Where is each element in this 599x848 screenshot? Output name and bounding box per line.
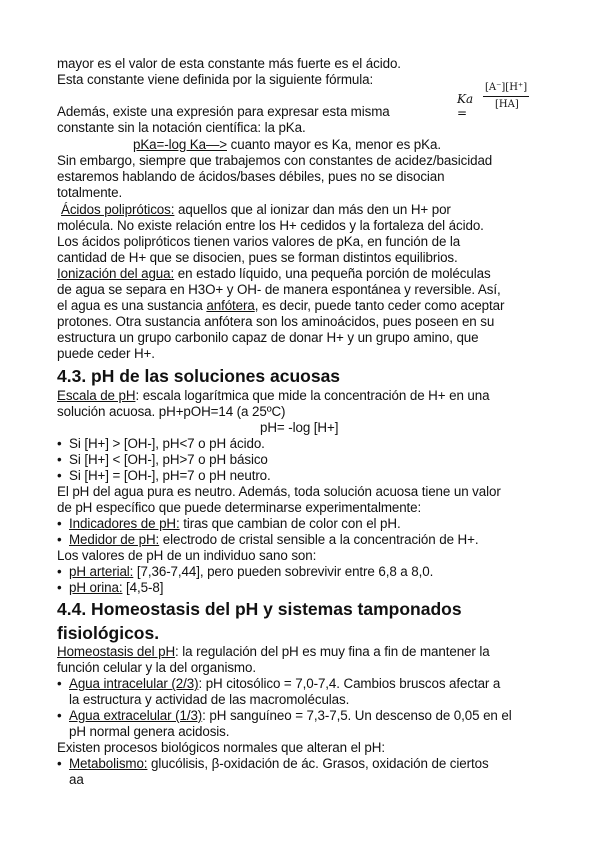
- text-span: [4,5-8]: [122, 580, 164, 595]
- text-span: cuanto mayor es Ka, menor es pKa.: [230, 137, 441, 152]
- term-homeostasis: Homeostasis del pH: [57, 644, 176, 659]
- text-span: , es decir, puede tanto ceder como aceptar: [254, 298, 505, 313]
- arrow: —>: [205, 137, 227, 152]
- text-span: : pH citosólico = 7,0-7,4. Cambios bruscos afectar a: [198, 676, 501, 691]
- section-heading: fisiológicos.: [57, 623, 160, 643]
- bullet: •: [57, 676, 62, 691]
- bullet: •: [57, 580, 62, 595]
- text-line: estaremos hablando de ácidos/bases débiles, pues no se disocian: [57, 169, 445, 184]
- text-line: función celular y la del organismo.: [57, 660, 256, 675]
- text-line: Sin embargo, siempre que trabajemos con constantes de acidez/basicidad: [57, 153, 493, 168]
- term-metabolismo: Metabolismo:: [69, 756, 148, 771]
- text-line: Los valores de pH de un individuo sano son:: [57, 548, 317, 563]
- list-item: [57, 580, 163, 596]
- text-line: aa: [69, 772, 84, 787]
- term-orina: pH orina:: [69, 580, 123, 595]
- list-item: [57, 452, 268, 468]
- pka-formula: pKa=-log Ka: [133, 137, 206, 152]
- term-indicadores: Indicadores de pH:: [69, 516, 180, 531]
- text-line: [133, 137, 441, 153]
- list-item: [57, 708, 512, 724]
- bullet: •: [57, 468, 62, 483]
- text-line: [61, 202, 451, 218]
- list-item: [57, 564, 433, 580]
- text-span: : pH sanguíneo = 7,3-7,5. Un descenso de 0,05 en el: [202, 708, 512, 723]
- term-anfotera: anfótera: [206, 298, 255, 313]
- text-line: de agua se separa en H3O+ y OH- de manera espontánea y reversible. Así,: [57, 282, 501, 297]
- text-line: la estructura y actividad de las macromoléculas.: [69, 692, 350, 707]
- text-span: aquellos que al ionizar dan más den un H+ por: [178, 202, 451, 217]
- text-span: [7,36-7,44], pero pueden sobrevivir entre 6,8 a 8,0.: [133, 564, 434, 579]
- text-span: electrodo de cristal sensible a la concentración de H+.: [159, 532, 479, 547]
- text-span: tiras que cambian de color con el pH.: [179, 516, 401, 531]
- text-line: de pH específico que puede determinarse experimentalmente:: [57, 500, 422, 515]
- term-ionizacion: Ionización del agua:: [57, 266, 175, 281]
- text-line: protones. Otra sustancia anfótera son los aminoácidos, pues poseen en su: [57, 314, 495, 329]
- term-medidor: Medidor de pH:: [69, 532, 160, 547]
- text-line: mayor es el valor de esta constante más fuerte es el ácido.: [57, 56, 401, 71]
- bullet: •: [57, 756, 62, 771]
- fraction-bar: [483, 96, 529, 97]
- list-item: [57, 756, 489, 772]
- text-line: pH normal genera acidosis.: [69, 724, 230, 739]
- text-span: glucólisis, β-oxidación de ác. Grasos, oxidación de ciertos: [147, 756, 489, 771]
- bullet: •: [57, 516, 62, 531]
- text-line: solución acuosa. pH+pOH=14 (a 25ºC): [57, 404, 286, 419]
- text-span: el agua es una sustancia: [57, 298, 203, 313]
- text-line: Existen procesos biológicos normales que alteran el pH:: [57, 740, 385, 755]
- term-arterial: pH arterial:: [69, 564, 134, 579]
- text-line: [57, 298, 504, 314]
- text-line: molécula. No existe relación entre los H+ cedidos y la fortaleza del ácido.: [57, 218, 484, 233]
- bullet: •: [57, 708, 62, 723]
- text-line: pH= -log [H+]: [260, 420, 339, 435]
- text-line: [57, 266, 491, 282]
- text-span: Si [H+] = [OH-], pH=7 o pH neutro.: [69, 468, 271, 483]
- bullet: •: [57, 532, 62, 547]
- term-escala: Escala de pH: [57, 388, 136, 403]
- list-item: [57, 436, 265, 452]
- text-span: Si [H+] < [OH-], pH>7 o pH básico: [69, 452, 268, 467]
- term-acidos-polipro: Ácidos polipróticos:: [61, 202, 175, 217]
- text-span: en estado líquido, una pequeña porción de moléculas: [177, 266, 491, 281]
- formula-lhs: Ka =: [457, 92, 474, 120]
- text-line: totalmente.: [57, 185, 123, 200]
- term-extracelular: Agua extracelular (1/3): [69, 708, 203, 723]
- list-item: [57, 676, 500, 692]
- text-line: El pH del agua pura es neutro. Además, toda solución acuosa tiene un valor: [57, 484, 501, 499]
- formula-numerator: [A⁻][H⁺]: [485, 82, 528, 93]
- bullet: •: [57, 436, 62, 451]
- term-intracelular: Agua intracelular (2/3): [69, 676, 199, 691]
- text-span: Si [H+] > [OH-], pH<7 o pH ácido.: [69, 436, 265, 451]
- formula-denominator: [HA]: [495, 99, 519, 110]
- bullet: •: [57, 452, 62, 467]
- text-line: Además, existe una expresión para expresar esta misma: [57, 104, 390, 119]
- text-line: Esta constante viene definida por la siguiente fórmula:: [57, 72, 374, 87]
- text-line: constante sin la notación científica: la pKa.: [57, 120, 306, 135]
- list-item: [57, 516, 401, 532]
- text-line: Los ácidos polipróticos tienen varios valores de pKa, en función de la: [57, 234, 461, 249]
- text-line: cantidad de H+ que se disocien, pues se forman distintos equilibrios.: [57, 250, 458, 265]
- text-line: estructura un grupo carbonilo capaz de donar H+ y un grupo amino, que: [57, 330, 479, 345]
- text-line: [57, 388, 489, 404]
- text-line: [57, 644, 490, 660]
- list-item: [57, 468, 271, 484]
- text-line: puede ceder H+.: [57, 346, 155, 361]
- bullet: •: [57, 564, 62, 579]
- text-span: : escala logarítmica que mide la concentración de H+ en una: [135, 388, 490, 403]
- list-item: [57, 532, 478, 548]
- section-heading: 4.4. Homeostasis del pH y sistemas tamponados: [57, 599, 462, 619]
- section-heading: 4.3. pH de las soluciones acuosas: [57, 366, 341, 386]
- text-span: : la regulación del pH es muy fina a fin de mantener la: [175, 644, 490, 659]
